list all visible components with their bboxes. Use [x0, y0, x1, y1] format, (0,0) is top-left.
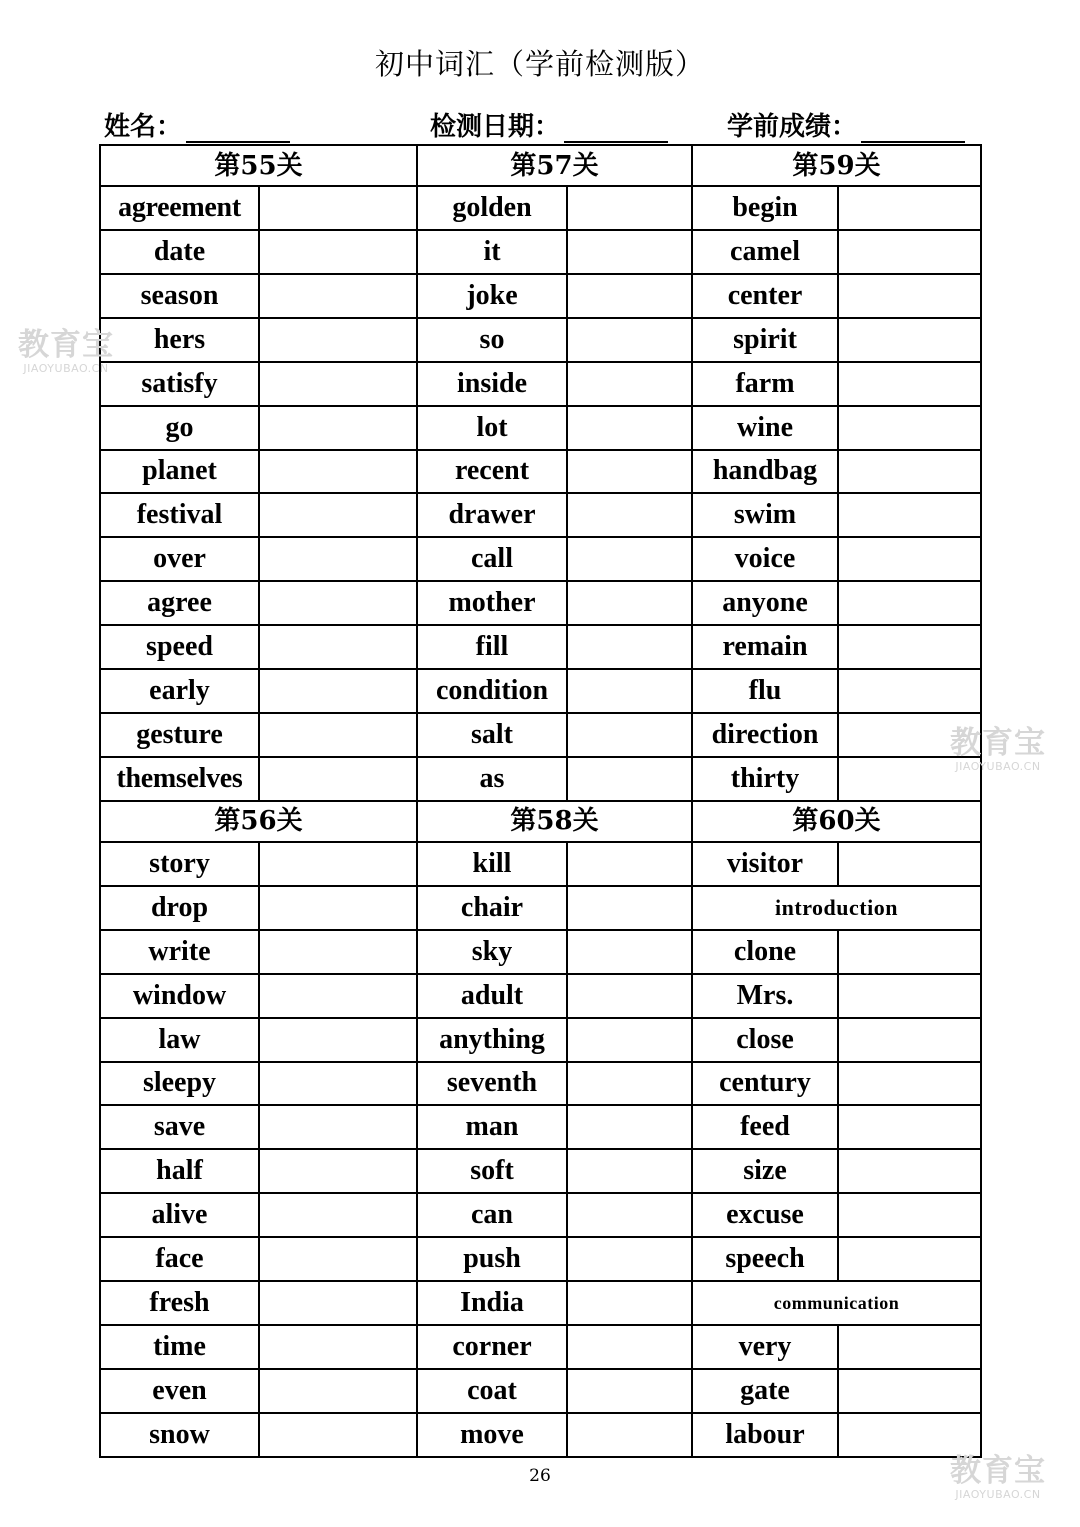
answer-cell[interactable] — [567, 450, 692, 494]
answer-cell[interactable] — [567, 757, 692, 801]
score-field — [727, 106, 965, 143]
answer-cell[interactable] — [567, 1149, 692, 1193]
answer-cell[interactable] — [259, 581, 417, 625]
answer-cell[interactable] — [567, 230, 692, 274]
word-row — [100, 1369, 981, 1413]
word-cell: size — [692, 1149, 838, 1193]
word-cell: introduction — [692, 886, 981, 930]
watermark-en: JIAOYUBAO.CN — [955, 760, 1041, 773]
word-cell: recent — [417, 450, 567, 494]
word-cell: visitor — [692, 842, 838, 886]
answer-cell[interactable] — [838, 1413, 981, 1457]
word-cell: salt — [417, 713, 567, 757]
answer-cell[interactable] — [838, 930, 981, 974]
word-cell: themselves — [100, 757, 259, 801]
word-cell: as — [417, 757, 567, 801]
word-row — [100, 930, 981, 974]
answer-cell[interactable] — [259, 450, 417, 494]
word-cell: write — [100, 930, 259, 974]
word-cell: date — [100, 230, 259, 274]
answer-cell[interactable] — [567, 493, 692, 537]
student-info-row — [104, 106, 980, 142]
answer-cell[interactable] — [259, 406, 417, 450]
word-cell: early — [100, 669, 259, 713]
page-number: 26 — [529, 1466, 551, 1486]
word-cell: anyone — [692, 581, 838, 625]
answer-cell[interactable] — [838, 1369, 981, 1413]
answer-cell[interactable] — [259, 886, 417, 930]
word-cell: call — [417, 537, 567, 581]
word-cell: spirit — [692, 318, 838, 362]
word-row — [100, 886, 981, 930]
watermark-en: JIAOYUBAO.CN — [955, 1488, 1041, 1501]
word-row — [100, 842, 981, 886]
answer-cell[interactable] — [259, 757, 417, 801]
answer-cell[interactable] — [567, 625, 692, 669]
word-row — [100, 362, 981, 406]
answer-cell[interactable] — [259, 318, 417, 362]
word-row — [100, 450, 981, 494]
word-cell: save — [100, 1105, 259, 1149]
word-row — [100, 493, 981, 537]
word-cell: chair — [417, 886, 567, 930]
word-cell: hers — [100, 318, 259, 362]
word-row — [100, 581, 981, 625]
word-cell: satisfy — [100, 362, 259, 406]
answer-cell[interactable] — [567, 1193, 692, 1237]
word-cell: can — [417, 1193, 567, 1237]
word-cell: flu — [692, 669, 838, 713]
word-cell: golden — [417, 186, 567, 230]
word-cell: feed — [692, 1105, 838, 1149]
answer-cell[interactable] — [259, 230, 417, 274]
word-cell: even — [100, 1369, 259, 1413]
level-header: 第59关 — [692, 145, 981, 186]
level-header: 第58关 — [417, 801, 692, 842]
word-row — [100, 186, 981, 230]
answer-cell[interactable] — [838, 669, 981, 713]
word-row — [100, 1413, 981, 1457]
vocabulary-table — [99, 144, 982, 1458]
word-cell: speech — [692, 1237, 838, 1281]
watermark-cn: 教育宝 — [18, 327, 114, 363]
word-cell: sky — [417, 930, 567, 974]
word-cell: fill — [417, 625, 567, 669]
answer-cell[interactable] — [259, 537, 417, 581]
word-cell: face — [100, 1237, 259, 1281]
answer-cell[interactable] — [259, 1105, 417, 1149]
word-cell: joke — [417, 274, 567, 318]
watermark — [950, 1453, 1046, 1501]
word-cell: thirty — [692, 757, 838, 801]
word-cell: snow — [100, 1413, 259, 1457]
score-blank — [861, 113, 965, 143]
answer-cell[interactable] — [838, 362, 981, 406]
answer-cell[interactable] — [838, 1193, 981, 1237]
word-cell: wine — [692, 406, 838, 450]
word-cell: close — [692, 1018, 838, 1062]
answer-cell[interactable] — [567, 669, 692, 713]
answer-cell[interactable] — [838, 493, 981, 537]
answer-cell[interactable] — [567, 1237, 692, 1281]
answer-cell[interactable] — [567, 1413, 692, 1457]
word-row — [100, 625, 981, 669]
answer-cell[interactable] — [567, 318, 692, 362]
answer-cell[interactable] — [259, 930, 417, 974]
answer-cell[interactable] — [567, 1325, 692, 1369]
word-cell: window — [100, 974, 259, 1018]
word-cell: inside — [417, 362, 567, 406]
answer-cell[interactable] — [567, 537, 692, 581]
answer-cell[interactable] — [259, 625, 417, 669]
word-cell: so — [417, 318, 567, 362]
word-cell: soft — [417, 1149, 567, 1193]
level-header: 第60关 — [692, 801, 981, 842]
answer-cell[interactable] — [259, 274, 417, 318]
word-cell: sleepy — [100, 1062, 259, 1106]
word-cell: India — [417, 1281, 567, 1325]
word-cell: speed — [100, 625, 259, 669]
word-cell: drawer — [417, 493, 567, 537]
word-cell: anything — [417, 1018, 567, 1062]
name-field — [104, 106, 290, 143]
word-cell: clone — [692, 930, 838, 974]
answer-cell[interactable] — [567, 930, 692, 974]
answer-cell[interactable] — [838, 186, 981, 230]
answer-cell[interactable] — [838, 625, 981, 669]
answer-cell[interactable] — [259, 1369, 417, 1413]
word-cell: season — [100, 274, 259, 318]
word-cell: agree — [100, 581, 259, 625]
name-blank — [186, 113, 290, 143]
answer-cell[interactable] — [567, 274, 692, 318]
word-cell: gate — [692, 1369, 838, 1413]
watermark-cn: 教育宝 — [950, 725, 1046, 761]
answer-cell[interactable] — [259, 186, 417, 230]
word-cell: excuse — [692, 1193, 838, 1237]
word-cell: seventh — [417, 1062, 567, 1106]
word-cell: remain — [692, 625, 838, 669]
level-header: 第57关 — [417, 145, 692, 186]
date-field — [430, 106, 668, 143]
answer-cell[interactable] — [838, 450, 981, 494]
word-cell: planet — [100, 450, 259, 494]
answer-cell[interactable] — [259, 362, 417, 406]
answer-cell[interactable] — [838, 581, 981, 625]
answer-cell[interactable] — [567, 713, 692, 757]
answer-cell[interactable] — [838, 1062, 981, 1106]
word-row — [100, 318, 981, 362]
word-cell: drop — [100, 886, 259, 930]
word-cell: move — [417, 1413, 567, 1457]
word-cell: lot — [417, 406, 567, 450]
word-cell: coat — [417, 1369, 567, 1413]
answer-cell[interactable] — [259, 1149, 417, 1193]
word-cell: gesture — [100, 713, 259, 757]
word-row — [100, 274, 981, 318]
word-row — [100, 1325, 981, 1369]
word-row — [100, 1018, 981, 1062]
word-cell: over — [100, 537, 259, 581]
word-row — [100, 1105, 981, 1149]
word-row — [100, 1062, 981, 1106]
word-cell: voice — [692, 537, 838, 581]
answer-cell[interactable] — [838, 537, 981, 581]
level-header: 第55关 — [100, 145, 417, 186]
word-cell: corner — [417, 1325, 567, 1369]
answer-cell[interactable] — [259, 974, 417, 1018]
word-cell: very — [692, 1325, 838, 1369]
word-cell: festival — [100, 493, 259, 537]
level-header-row — [100, 145, 981, 186]
word-row — [100, 669, 981, 713]
word-row — [100, 713, 981, 757]
answer-cell[interactable] — [259, 493, 417, 537]
answer-cell[interactable] — [259, 842, 417, 886]
word-cell: it — [417, 230, 567, 274]
answer-cell[interactable] — [567, 406, 692, 450]
word-cell: condition — [417, 669, 567, 713]
answer-cell[interactable] — [838, 842, 981, 886]
answer-cell[interactable] — [259, 1062, 417, 1106]
answer-cell[interactable] — [567, 1062, 692, 1106]
word-row — [100, 1281, 981, 1325]
word-cell: adult — [417, 974, 567, 1018]
level-header-row — [100, 801, 981, 842]
word-cell: kill — [417, 842, 567, 886]
answer-cell[interactable] — [259, 1237, 417, 1281]
answer-cell[interactable] — [838, 1018, 981, 1062]
answer-cell[interactable] — [259, 1193, 417, 1237]
answer-cell[interactable] — [838, 274, 981, 318]
word-cell: go — [100, 406, 259, 450]
word-row — [100, 757, 981, 801]
watermark-cn: 教育宝 — [950, 1453, 1046, 1489]
page-title: 初中词汇（学前检测版） — [374, 47, 705, 81]
word-cell: handbag — [692, 450, 838, 494]
level-header: 第56关 — [100, 801, 417, 842]
answer-cell[interactable] — [567, 1369, 692, 1413]
word-cell: farm — [692, 362, 838, 406]
word-cell: begin — [692, 186, 838, 230]
answer-cell[interactable] — [259, 1413, 417, 1457]
answer-cell[interactable] — [567, 362, 692, 406]
answer-cell[interactable] — [838, 1149, 981, 1193]
word-row — [100, 974, 981, 1018]
date-label: 检测日期： — [430, 112, 561, 142]
answer-cell[interactable] — [567, 974, 692, 1018]
answer-cell[interactable] — [259, 669, 417, 713]
score-label: 学前成绩： — [727, 112, 858, 142]
word-cell: time — [100, 1325, 259, 1369]
word-cell: center — [692, 274, 838, 318]
answer-cell[interactable] — [259, 713, 417, 757]
word-cell: century — [692, 1062, 838, 1106]
word-cell: Mrs. — [692, 974, 838, 1018]
word-row — [100, 537, 981, 581]
answer-cell[interactable] — [567, 581, 692, 625]
answer-cell[interactable] — [567, 886, 692, 930]
answer-cell[interactable] — [567, 842, 692, 886]
word-cell: camel — [692, 230, 838, 274]
word-cell: swim — [692, 493, 838, 537]
word-row — [100, 1193, 981, 1237]
answer-cell[interactable] — [838, 974, 981, 1018]
answer-cell[interactable] — [567, 1281, 692, 1325]
watermark-en: JIAOYUBAO.CN — [23, 362, 109, 375]
date-blank — [564, 113, 668, 143]
word-cell: fresh — [100, 1281, 259, 1325]
word-cell: agreement — [100, 186, 259, 230]
word-row — [100, 1237, 981, 1281]
answer-cell[interactable] — [838, 230, 981, 274]
word-cell: push — [417, 1237, 567, 1281]
word-cell: man — [417, 1105, 567, 1149]
word-row — [100, 230, 981, 274]
answer-cell[interactable] — [259, 1281, 417, 1325]
word-cell: half — [100, 1149, 259, 1193]
answer-cell[interactable] — [567, 186, 692, 230]
answer-cell[interactable] — [838, 1325, 981, 1369]
word-cell: story — [100, 842, 259, 886]
word-row — [100, 1149, 981, 1193]
answer-cell[interactable] — [567, 1105, 692, 1149]
answer-cell[interactable] — [259, 1018, 417, 1062]
word-cell: mother — [417, 581, 567, 625]
name-label: 姓名： — [104, 112, 183, 142]
watermark — [18, 327, 114, 375]
answer-cell[interactable] — [838, 318, 981, 362]
word-cell: communication — [692, 1281, 981, 1325]
watermark — [950, 725, 1046, 773]
word-cell: alive — [100, 1193, 259, 1237]
answer-cell[interactable] — [838, 1237, 981, 1281]
answer-cell[interactable] — [838, 406, 981, 450]
answer-cell[interactable] — [567, 1018, 692, 1062]
word-cell: labour — [692, 1413, 838, 1457]
word-cell: direction — [692, 713, 838, 757]
answer-cell[interactable] — [259, 1325, 417, 1369]
word-cell: law — [100, 1018, 259, 1062]
answer-cell[interactable] — [838, 1105, 981, 1149]
word-row — [100, 406, 981, 450]
